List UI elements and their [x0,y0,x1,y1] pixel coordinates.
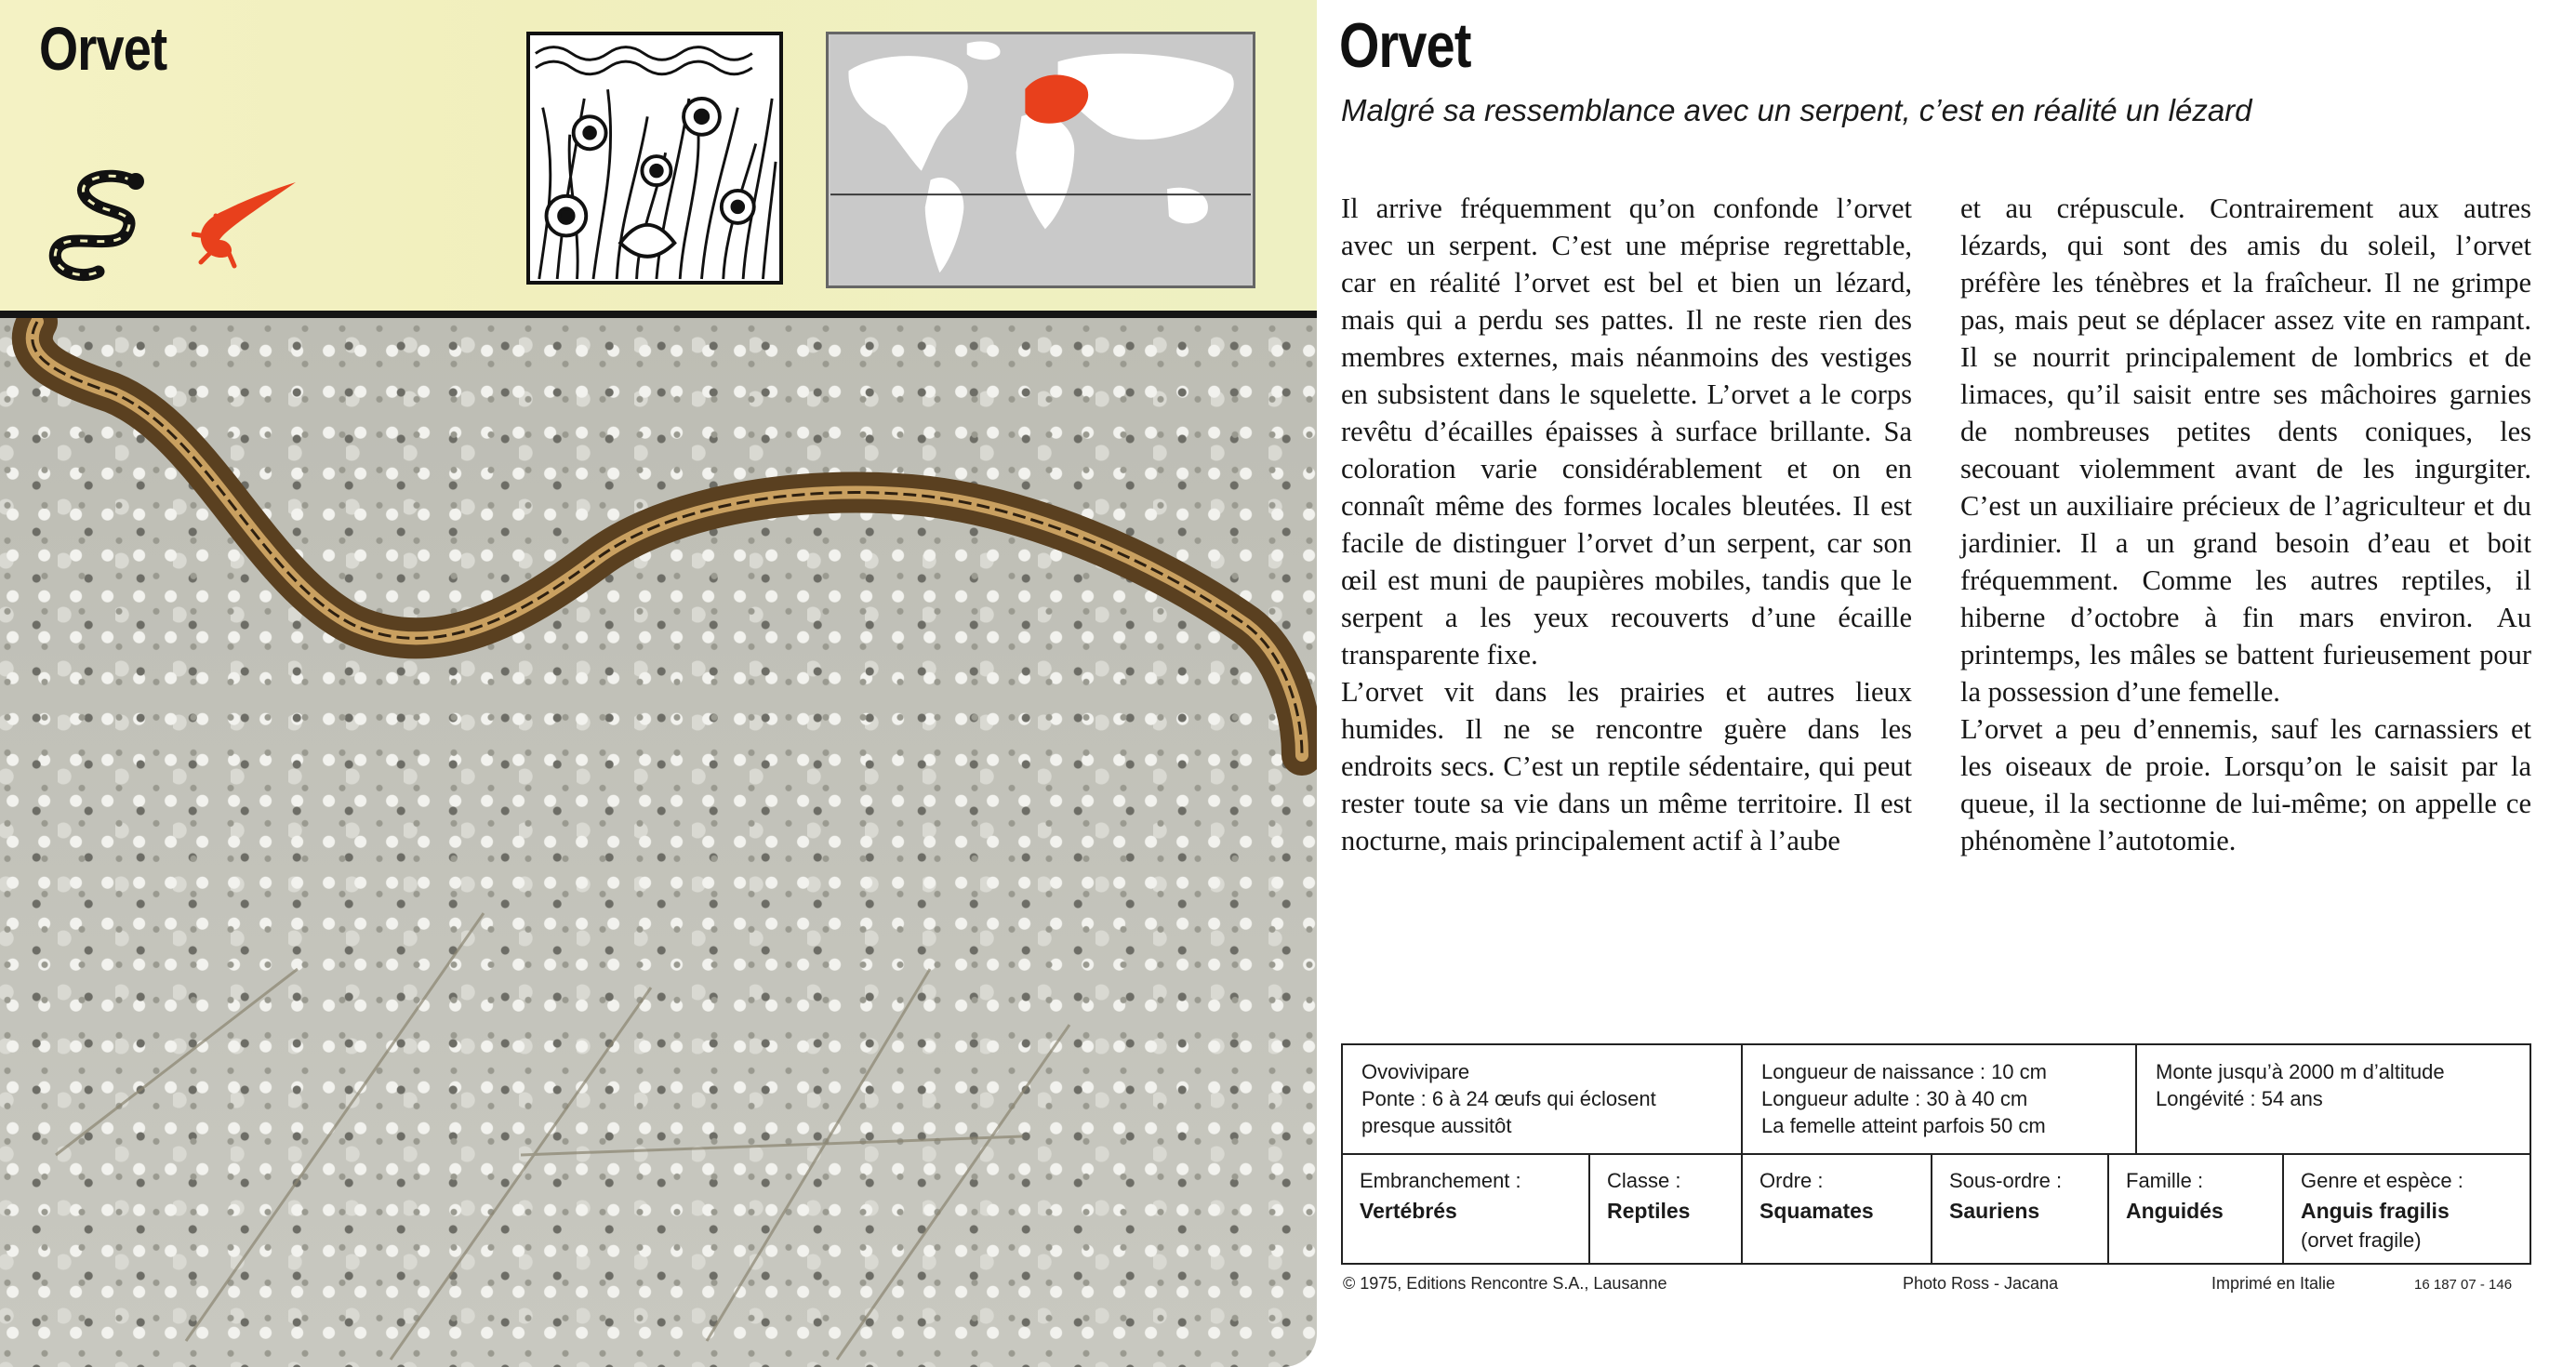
footer-printed: Imprimé en Italie [2211,1274,2336,1293]
paragraph: Il arrive fréquemment qu’on confonde l’orvet avec un serpent. C’est une méprise regrettable, car en réalité l’orvet est bel et bien un lézard, mais qui a perdu ses pattes. Il ne reste rien des membres externes, mais néanmoins des vestiges en subsistent dans le squelette. L’orvet a le corps revêtu d’écailles épaisses à surface brillante. Sa coloration varie considérablement et on en connaît même des formes locales bleutées. Il est facile de distinguer l’orvet d’un serpent, car son œil est muni de paupières mobiles, tandis que le serpent a les yeux recouverts d’une écaille transparente fixe. [1341,192,1912,670]
front-title: Orvet [39,14,167,83]
facts-row-details [1343,1045,2530,1155]
facts-reproduction [1343,1045,1741,1153]
fact-line: Longueur adulte : 30 à 40 cm [1761,1087,2028,1110]
taxonomy-label: Classe : [1607,1169,1681,1192]
taxonomy-famille [2107,1155,2282,1263]
taxonomy-value: Reptiles [1607,1199,1691,1223]
footer-code: 16 187 07 - 146 [2414,1277,2513,1293]
taxonomy-label: Embranchement : [1360,1169,1521,1192]
taxonomy-row [1343,1155,2530,1263]
fact-line: La femelle atteint parfois 50 cm [1761,1114,2046,1137]
fact-line: Longueur de naissance : 10 cm [1761,1060,2047,1083]
taxonomy-value: Anguidés [2126,1199,2224,1223]
fact-line: Monte jusqu’à 2000 m d’altitude [2156,1060,2445,1083]
snake-icon [43,167,154,284]
text-column-right [1960,190,2531,859]
grassland-habitat-icon [526,32,783,285]
taxonomy-ordre [1741,1155,1931,1263]
facts-table [1341,1043,2531,1265]
paragraph: L’orvet a peu d’ennemis, sauf les carnassiers et les oiseaux de proie. Lorsqu’on le saisit par la queue, il la sectionne de lui-même; on appelle ce phénomène l’autotomie. [1960,713,2531,856]
taxonomy-label: Ordre : [1759,1169,1824,1192]
front-header [0,0,1317,312]
taxonomy-common-name: (orvet fragile) [2301,1228,2422,1252]
facts-range [2135,1045,2530,1153]
taxonomy-genre-espece [2282,1155,2530,1263]
taxonomy-label: Famille : [2126,1169,2204,1192]
taxonomy-value: Anguis fragilis [2301,1199,2450,1223]
back-title: Orvet [1339,10,1471,81]
fact-line: Ponte : 6 à 24 œufs qui éclosent [1361,1087,1656,1110]
back-subtitle: Malgré sa ressemblance avec un serpent, c’est en réalité un lézard [1341,93,2252,127]
fact-line: presque aussitôt [1361,1114,1512,1137]
front-divider [0,311,1317,318]
facts-size [1741,1045,2135,1153]
fact-line: Ovovivipare [1361,1060,1470,1083]
taxonomy-label: Genre et espèce : [2301,1169,2463,1192]
taxonomy-value: Vertébrés [1360,1199,1457,1223]
text-column-left [1341,190,1912,859]
taxonomy-value: Squamates [1759,1199,1874,1223]
taxonomy-embranchement [1343,1155,1588,1263]
fact-line: Longévité : 54 ans [2156,1087,2323,1110]
footer-copyright: © 1975, Editions Rencontre S.A., Lausanne [1343,1274,1667,1293]
slow-worm-photo [0,318,1317,1367]
lizard-icon [192,179,301,270]
taxonomy-value: Sauriens [1949,1199,2040,1223]
world-distribution-map [826,32,1255,288]
taxonomy-classe [1588,1155,1741,1263]
taxonomy-label: Sous-ordre : [1949,1169,2063,1192]
footer-photo-credit: Photo Ross - Jacana [1903,1274,2059,1293]
paragraph: et au crépuscule. Contrairement aux autres lézards, qui sont des amis du soleil, l’orvet préfère les ténèbres et la fraîcheur. Il ne grimpe pas, mais peut se déplacer assez vite en rampant. Il se nourrit principalement de lombrics et de limaces, qu’il saisit entre ses mâchoires garnies de nombreuses petites dents coniques, les secouant violemment avant de les ingurgiter. C’est un auxiliaire précieux de l’agriculteur et du jardinier. Il a un grand besoin d’eau et boit fréquemment. Comme les autres reptiles, il hiberne d’octobre à fin mars environ. Au printemps, les mâles se battent furieusement pour la possession d’une femelle. [1960,192,2531,708]
taxonomy-sous-ordre [1931,1155,2107,1263]
paragraph: L’orvet vit dans les prairies et autres lieux humides. Il ne se rencontre guère dans les endroits secs. C’est un reptile sédentaire, qui peut rester toute sa vie dans un même territoire. Il est nocturne, mais principalement actif à l’aube [1341,676,1912,856]
